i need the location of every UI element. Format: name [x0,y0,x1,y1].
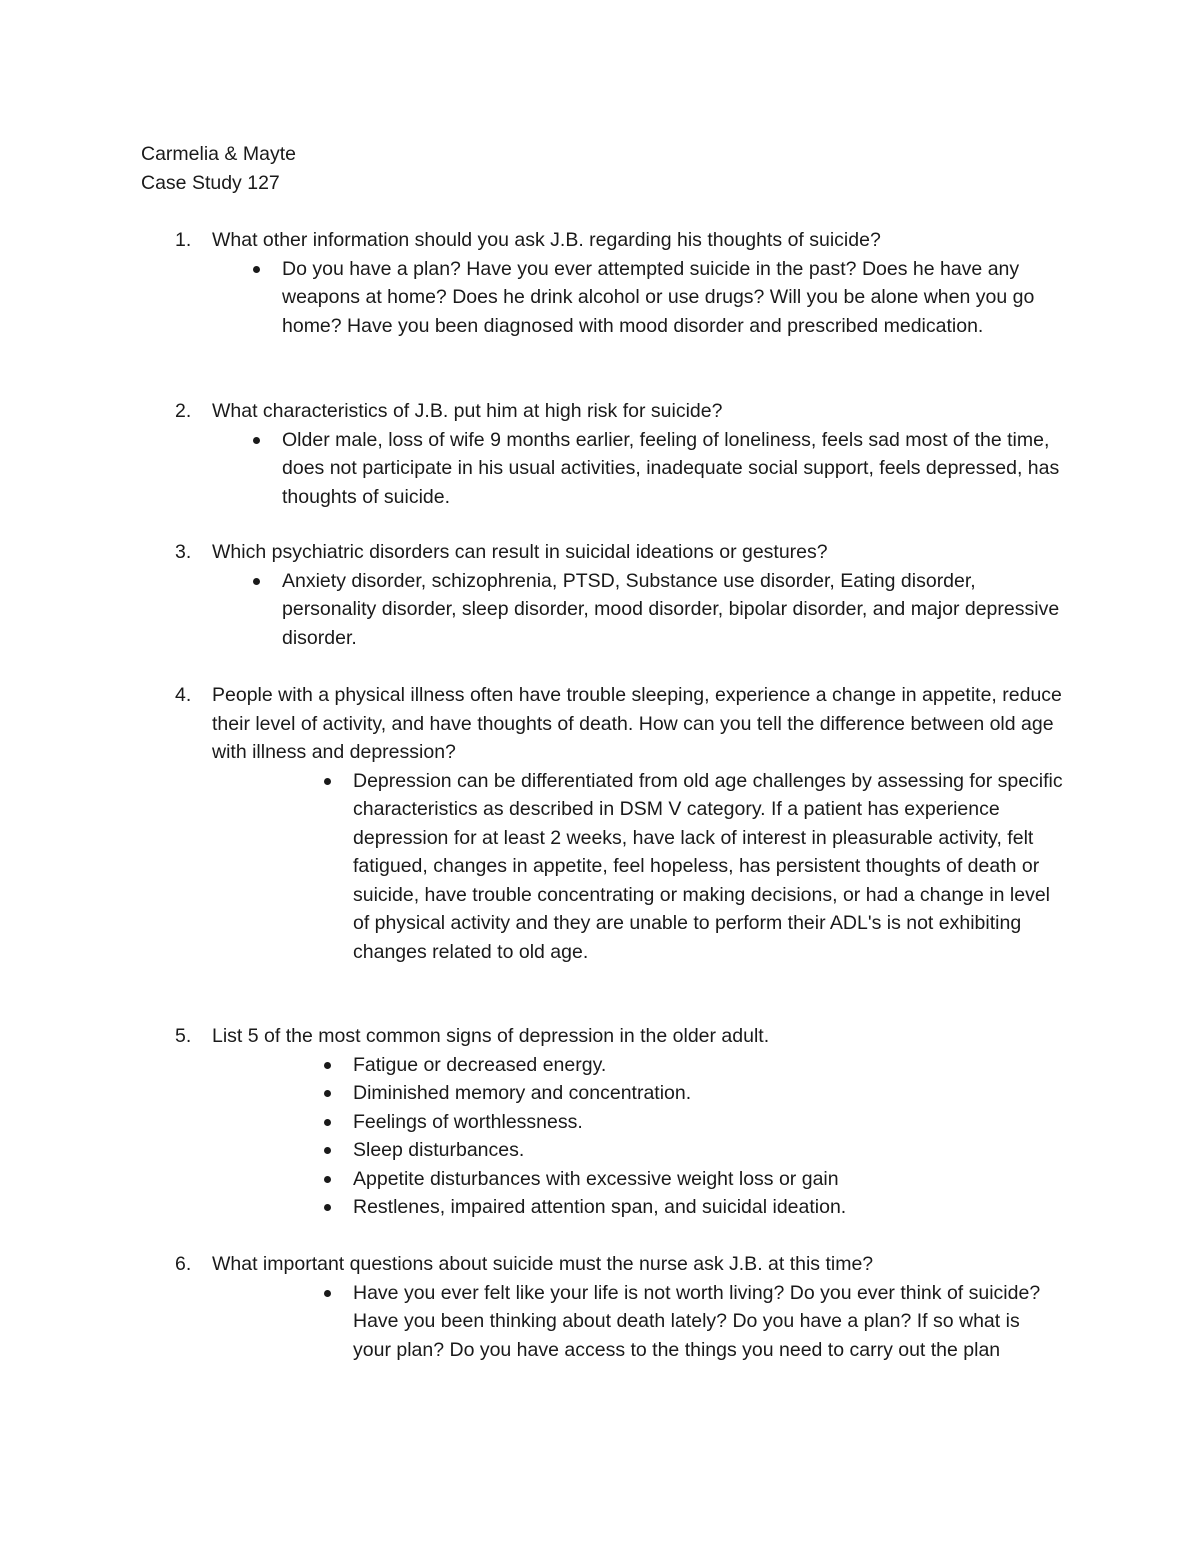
answer-item: Diminished memory and concentration. [175,1079,1063,1108]
question-number: 5. [175,1025,192,1047]
question-text: What characteristics of J.B. put him at high risk for suicide? [212,400,723,422]
answer-item: Depression can be differentiated from old age challenges by assessing for specific characteristics as described in DSM V category. If a patient has experience depression for at least 2 weeks, have lack of interest in pleasurable activity, felt fatigued, changes in appetite, feel hopeless, has persistent thoughts of death or suicide, have trouble concentrating or making decisions, or had a change in level of physical activity and they are unable to perform their ADL's is not exhibiting changes related to old age. [175,767,1063,967]
question-number: 2. [175,400,192,422]
question-text: People with a physical illness often have trouble sleeping, experience a change in appetite, reduce their level of activity, and have thoughts of death. How can you tell the difference between old age with illness and depression? [212,684,1062,763]
question-text: List 5 of the most common signs of depression in the older adult. [212,1025,770,1047]
answer-list [175,255,1075,341]
document-title: Case Study 127 [141,171,280,194]
question-text: What other information should you ask J.B. regarding his thoughts of suicide? [212,229,881,251]
answer-item: Anxiety disorder, schizophrenia, PTSD, Substance use disorder, Eating disorder, personality disorder, sleep disorder, mood disorder, bipolar disorder, and major depressive disorder. [175,567,1062,653]
answer-item: Fatigue or decreased energy. [175,1051,1063,1080]
question-1 [175,226,1075,340]
answer-list [175,1279,1075,1365]
answer-item: Appetite disturbances with excessive weight loss or gain [175,1165,1063,1194]
question-5 [175,1022,1075,1222]
answer-item: Have you ever felt like your life is not worth living? Do you ever think of suicide? Have you been thinking about death lately? Do you have a plan? If so what is your plan? Do you have access to the things you need to carry out the plan [175,1279,1063,1365]
question-3 [175,538,1075,652]
question-number: 4. [175,684,192,706]
answer-item: Older male, loss of wife 9 months earlier, feeling of loneliness, feels sad most of the time, does not participate in his usual activities, inadequate social support, feels depressed, has thoughts of suicide. [175,426,1062,512]
question-number: 6. [175,1253,192,1275]
question-2 [175,397,1075,511]
document-header [141,140,296,197]
answer-list [175,1051,1075,1222]
question-number: 1. [175,229,192,251]
answer-item: Sleep disturbances. [175,1136,1063,1165]
answer-item: Restlenes, impaired attention span, and suicidal ideation. [175,1193,1063,1222]
authors-line: Carmelia & Mayte [141,143,296,165]
answer-item: Do you have a plan? Have you ever attempted suicide in the past? Does he have any weapons at home? Does he drink alcohol or use drugs? Will you be alone when you go home? Have you been diagnosed with mood disorder and prescribed medication. [175,255,1062,341]
answer-list [175,426,1075,512]
answer-list [175,767,1075,967]
answer-item: Feelings of worthlessness. [175,1108,1063,1137]
question-text: Which psychiatric disorders can result in suicidal ideations or gestures? [212,541,828,563]
answer-list [175,567,1075,653]
question-text: What important questions about suicide must the nurse ask J.B. at this time? [212,1253,874,1275]
question-4 [175,681,1075,966]
question-number: 3. [175,541,192,563]
question-6 [175,1250,1075,1364]
